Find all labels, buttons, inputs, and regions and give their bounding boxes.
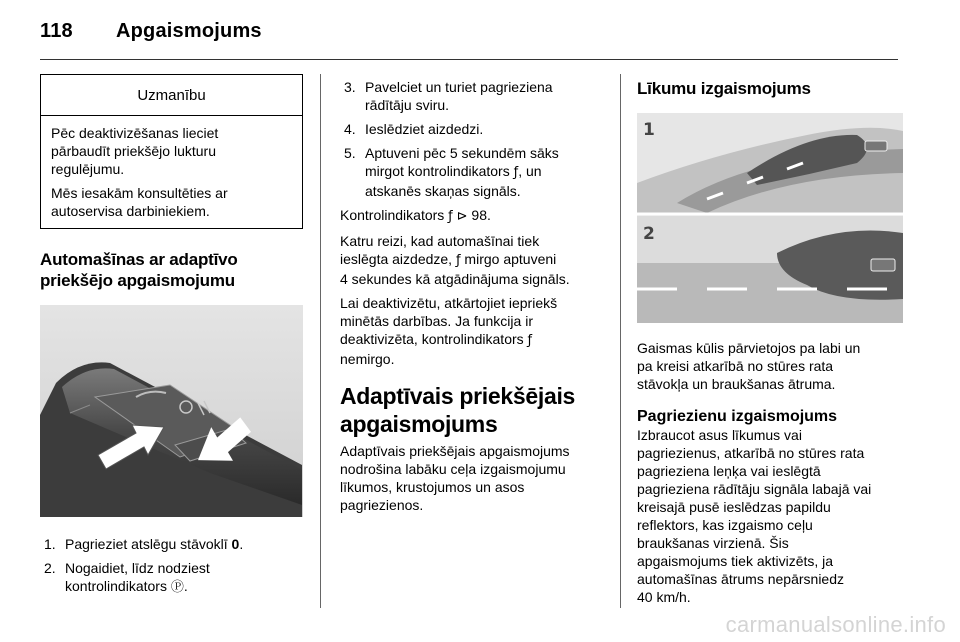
section-title-adaptive-headlights (340, 382, 608, 438)
text: ieslēgta aizdedze, (340, 251, 456, 267)
stalk-icon (40, 305, 303, 517)
step-text: . (239, 536, 244, 552)
text: nodrošina labāku ceļa izgaismojumu (340, 461, 566, 477)
step-number: 5. (344, 145, 356, 161)
turn-lighting-body (637, 426, 903, 606)
column-divider-1 (320, 74, 321, 608)
caution-box (40, 74, 303, 229)
step-text: , un (518, 163, 542, 179)
text: Katru reizi, kad automašīnai tiek (340, 233, 540, 249)
caution-paragraph-1 (51, 124, 292, 178)
text: apgaismojums tiek aktivizēts, ja (637, 553, 834, 569)
step-text: Nogaidiet, līdz nodziest (65, 560, 210, 576)
caution-body (41, 116, 302, 228)
text: pagrieziena leņķa vai ieslēgtā (637, 463, 821, 479)
step-number: 4. (344, 121, 356, 137)
headlight-indicator-icon: ƒ (448, 209, 453, 224)
section-title-line: priekšējo apgaismojumu (40, 271, 235, 290)
column-divider-2 (620, 74, 621, 608)
body-text-col2 (340, 206, 608, 368)
text: kreisajā pusē ieslēdzas papildu (637, 499, 831, 515)
text: pagrieziena rādītāju signāla labajā vai (637, 481, 872, 497)
section-title-curve-lighting: Līkumu izgaismojums (637, 79, 811, 98)
step-text: Pagrieziet atslēgu stāvoklī (65, 536, 232, 552)
text: nemirgo. (340, 351, 395, 367)
steps-list-2 (340, 78, 608, 200)
step-text: Ieslēdziet aizdedzi. (365, 121, 484, 137)
text: Kontrolindikators (340, 207, 449, 223)
text: 4 sekundes kā atgādinājuma signāls. (340, 271, 570, 287)
column-1 (40, 74, 303, 603)
figure-label-1: 1 (643, 120, 655, 140)
figure-caption (637, 339, 903, 393)
text: Adaptīvais priekšējais apgaismojums (340, 443, 570, 459)
text: automašīnas ātrums nepārsniedz (637, 571, 844, 587)
section-title-line: apgaismojums (340, 411, 498, 437)
page-reference: 98. (467, 207, 491, 223)
step-text: . (183, 578, 188, 594)
step-text: Pavelciet un turiet pagrieziena (365, 79, 553, 95)
page-number: 118 (40, 20, 73, 42)
caution-line: pārbaudīt priekšējo lukturu (51, 143, 216, 159)
column-2 (340, 74, 608, 514)
text: pa kreisi atkarībā no stūres rata (637, 358, 834, 374)
afl-indicator-icon: Ⓟ (170, 580, 184, 595)
step-number: 1. (44, 536, 56, 552)
step-number: 2. (44, 560, 56, 576)
text: Gaismas kūlis pārvietojos pa labi un (637, 340, 861, 356)
step-text: Aptuveni pēc 5 sekundēm sāks (365, 145, 559, 161)
page-reference-arrow-icon: ⊳ (456, 209, 468, 224)
subsection-title-turn-lighting: Pagriezienu izgaismojums (637, 408, 838, 425)
intro-paragraph (340, 442, 608, 514)
figure-label-2: 2 (643, 224, 655, 244)
step-text: atskanēs skaņas signāls. (365, 183, 521, 199)
paragraph (340, 232, 608, 288)
headlight-indicator-icon: ƒ (455, 253, 461, 268)
caution-title: Uzmanību (41, 75, 302, 116)
paragraph (340, 294, 608, 368)
header-rule (40, 59, 898, 60)
headlight-indicator-icon: ƒ (527, 333, 533, 348)
section-title-line: Automašīnas ar adaptīvo (40, 250, 238, 269)
reference-line (340, 206, 608, 226)
steps-list-1 (40, 535, 303, 597)
caution-paragraph-2 (51, 184, 292, 220)
list-item (40, 535, 303, 553)
step-text: kontrolindikators (65, 578, 171, 594)
text: līkumos, krustojumos un asos (340, 479, 525, 495)
text: reflektors, kas izgaismo ceļu (637, 517, 813, 533)
text: 40 km/h. (637, 589, 691, 605)
text: Lai deaktivizētu, atkārtojiet iepriekš (340, 295, 558, 311)
caution-line: regulējumu. (51, 161, 125, 177)
curve-lighting-icon (637, 113, 903, 323)
list-item (340, 144, 608, 200)
watermark[interactable]: carmanualsonline.info (725, 612, 946, 637)
column-3 (637, 74, 903, 606)
list-item (340, 120, 608, 138)
chapter-title: Apgaismojums (116, 20, 262, 42)
turn-signal-stalk-illustration (40, 305, 303, 517)
text: pagriezienos. (340, 497, 424, 513)
text: Izbraucot asus līkumus vai (637, 427, 802, 443)
text: stāvokļa un braukšanas ātruma. (637, 376, 836, 392)
section-title-afl (40, 249, 303, 291)
step-text: rādītāju sviru. (365, 97, 450, 113)
step-number: 3. (344, 79, 356, 95)
text: braukšanas virzienā. Šis (637, 535, 789, 551)
page-header (40, 20, 262, 43)
text: mirgo aptuveni (460, 251, 557, 267)
text: pagriezienus, atkarībā no stūres rata (637, 445, 865, 461)
list-item (40, 559, 303, 597)
step-bold: 0 (231, 536, 240, 552)
curve-lighting-illustration (637, 113, 903, 323)
caution-line: Mēs iesakām konsultēties ar (51, 185, 228, 201)
headlight-indicator-icon: ƒ (513, 165, 519, 180)
section-title-line: Adaptīvais priekšējais (340, 383, 576, 409)
text: minētās darbības. Ja funkcija ir (340, 313, 533, 329)
text: deaktivizēta, kontrolindikators (340, 331, 528, 347)
caution-line: autoservisa darbiniekiem. (51, 203, 210, 219)
caution-line: Pēc deaktivizēšanas lieciet (51, 125, 219, 141)
step-text: mirgot kontrolindikators (365, 163, 514, 179)
list-item (340, 78, 608, 114)
